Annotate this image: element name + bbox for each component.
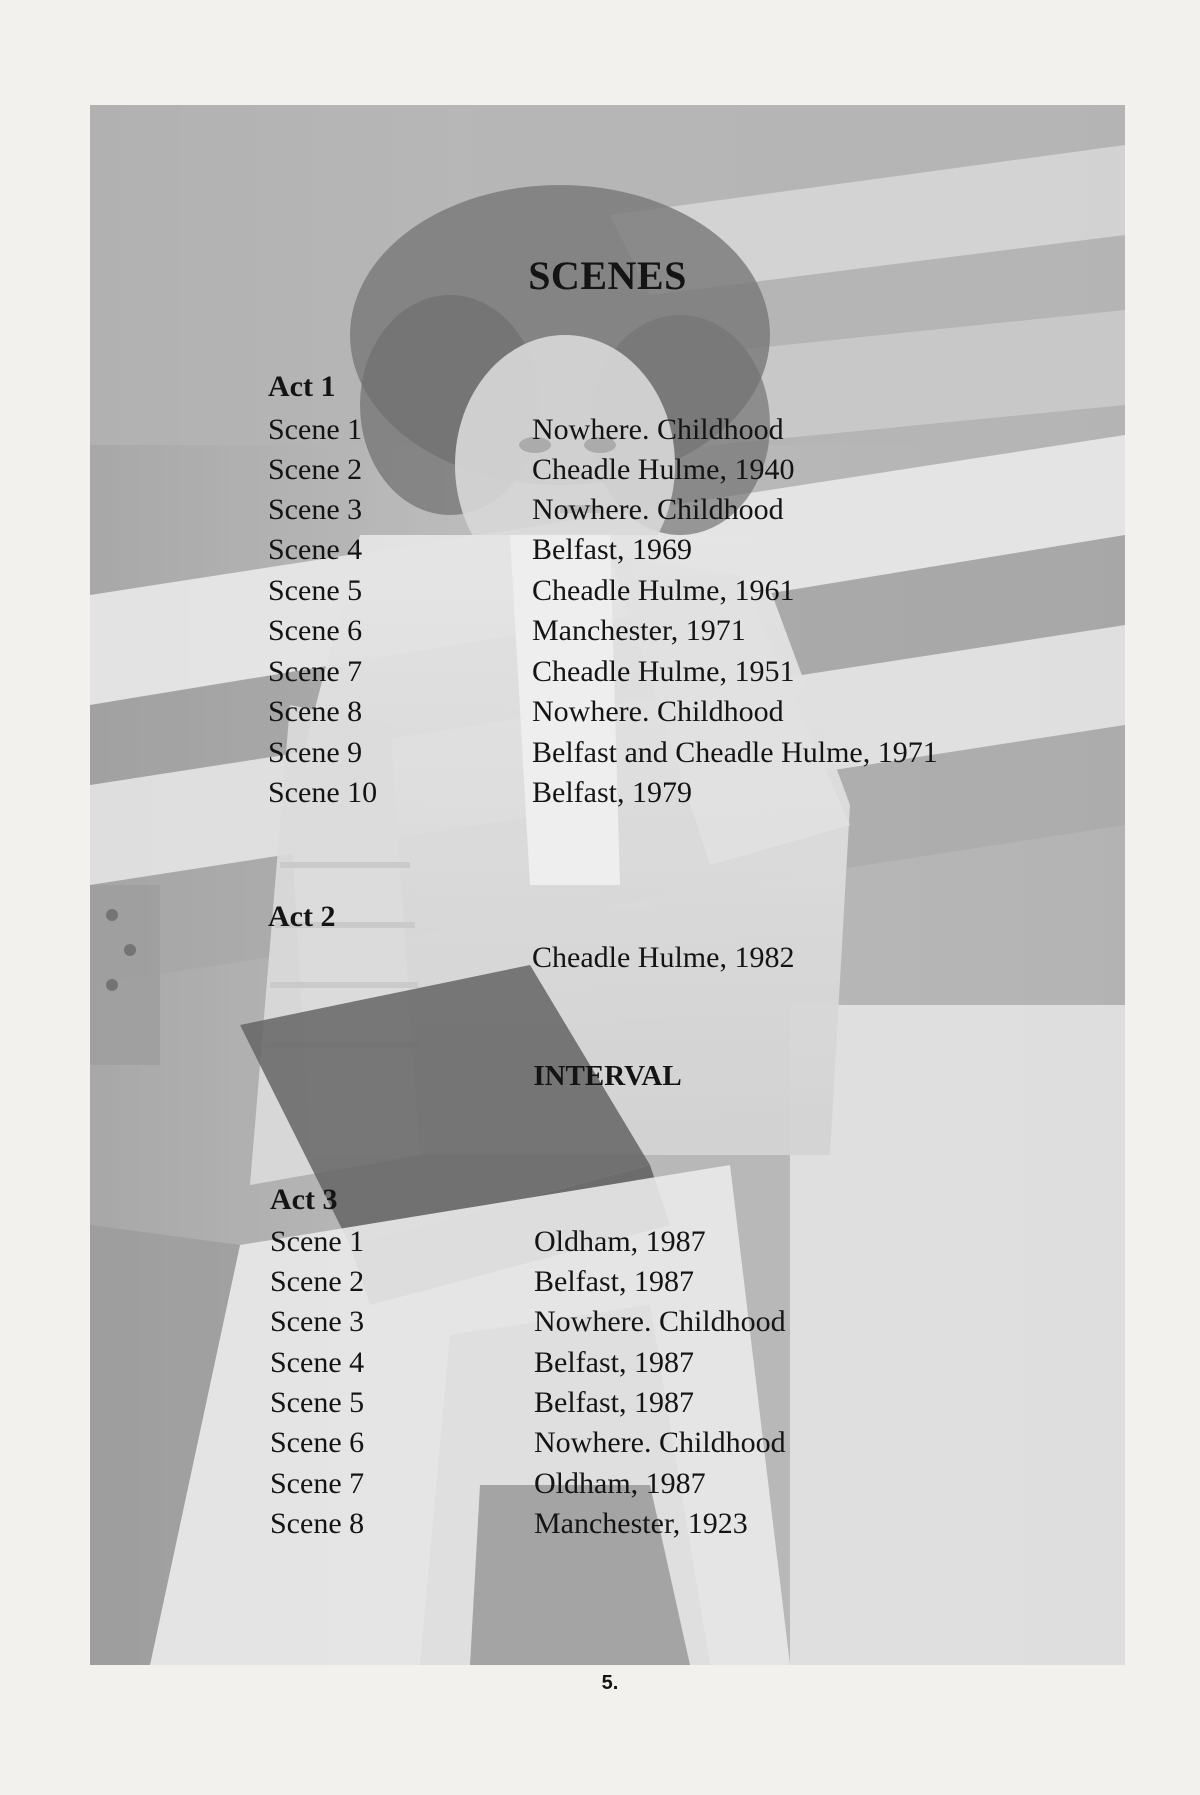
scene-location: Belfast and Cheadle Hulme, 1971 [532, 736, 938, 769]
scene-location: Nowhere. Childhood [534, 1305, 786, 1338]
page-title: SCENES [528, 253, 687, 298]
scene-label: Scene 10 [268, 776, 378, 809]
act-3-title: Act 3 [270, 1183, 338, 1216]
scene-location: Nowhere. Childhood [532, 493, 784, 526]
scene-location: Cheadle Hulme, 1951 [532, 655, 795, 688]
scene-location: Oldham, 1987 [534, 1467, 706, 1500]
scene-location: Oldham, 1987 [534, 1225, 706, 1258]
scene-location: Belfast, 1979 [532, 776, 692, 809]
scene-location: Nowhere. Childhood [534, 1426, 786, 1459]
act-2-title: Act 2 [268, 900, 336, 933]
scene-label: Scene 2 [270, 1265, 365, 1298]
scene-label: Scene 1 [268, 413, 363, 446]
scene-label: Scene 7 [268, 655, 363, 688]
scene-label: Scene 8 [268, 695, 363, 728]
scene-location: Cheadle Hulme, 1940 [532, 453, 795, 486]
scene-label: Scene 2 [268, 453, 363, 486]
scene-label: Scene 6 [268, 614, 363, 647]
page-number: 5. [601, 1672, 619, 1694]
scene-location: Nowhere. Childhood [532, 413, 784, 446]
scene-location: Manchester, 1971 [532, 614, 746, 647]
scene-label: Scene 1 [270, 1225, 365, 1258]
scene-label: Scene 4 [270, 1346, 365, 1379]
act-1-title: Act 1 [268, 370, 336, 403]
scene-location: Nowhere. Childhood [532, 695, 784, 728]
scene-label: Scene 6 [270, 1426, 365, 1459]
scene-location: Belfast, 1987 [534, 1346, 694, 1379]
interval-heading: INTERVAL [533, 1060, 682, 1092]
scene-location: Cheadle Hulme, 1982 [532, 941, 795, 974]
scene-label: Scene 8 [270, 1507, 365, 1540]
scene-label: Scene 4 [268, 533, 363, 566]
scene-label: Scene 9 [268, 736, 363, 769]
scene-location: Belfast, 1987 [534, 1265, 694, 1298]
scene-location: Belfast, 1987 [534, 1386, 694, 1419]
scene-location: Cheadle Hulme, 1961 [532, 574, 795, 607]
scene-location: Manchester, 1923 [534, 1507, 748, 1540]
scene-label: Scene 3 [270, 1305, 365, 1338]
scene-location: Belfast, 1969 [532, 533, 692, 566]
scene-label: Scene 5 [270, 1386, 365, 1419]
scene-label: Scene 5 [268, 574, 363, 607]
scene-label: Scene 7 [270, 1467, 365, 1500]
scene-label: Scene 3 [268, 493, 363, 526]
